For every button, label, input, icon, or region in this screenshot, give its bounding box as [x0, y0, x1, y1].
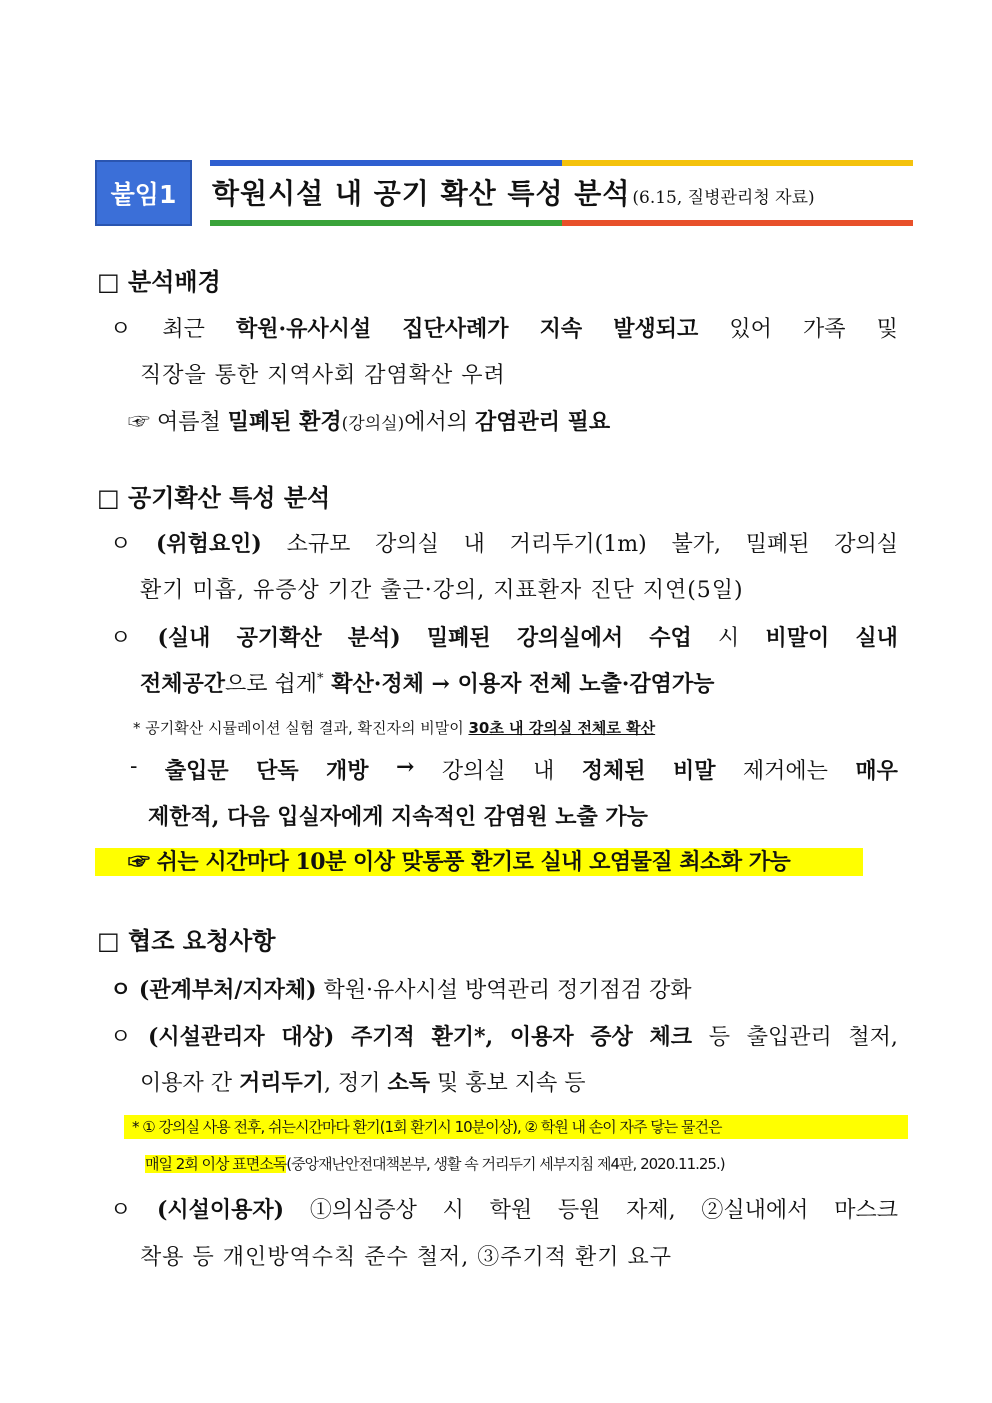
request-line-1: ㅇ (관계부처/지자체) 학원·유사시설 방역관리 정기점검 강화	[110, 977, 692, 1003]
request-footnote-1: * ① 강의실 사용 전후, 쉬는시간마다 환기(1회 환기시 10분이상), ② 학원 내 손이 자주 닿는 물건은	[124, 1115, 908, 1139]
request-line-4: ㅇ (시설이용자) ①의심증상 시 학원 등원 자제, ②실내에서 마스크	[110, 1197, 898, 1223]
section-heading-request: □ 협조 요청사항	[97, 927, 276, 955]
background-line-1: ㅇ 최근 학원·유사시설 집단사례가 지속 발생되고 있어 가족 및	[110, 312, 898, 343]
background-line-3: ☞ 여름철 밀폐된 환경(강의실)에서의 감염관리 필요	[128, 409, 611, 435]
title-bar	[210, 160, 913, 226]
request-footnote-2: 매일 2회 이상 표면소독(중앙재난안전대책본부, 생활 속 거리두기 세부지침 제4판, 2020.11.25.)	[145, 1155, 725, 1173]
bullet: ㅇ	[110, 317, 132, 342]
section-heading-background: □ 분석배경	[97, 268, 221, 296]
analysis-footnote: * 공기확산 시뮬레이션 실험 결과, 확진자의 비말이 30초 내 강의실 전체로 확산	[133, 719, 656, 737]
page-title	[212, 172, 815, 214]
analysis-line-2: 환기 미흡, 유증상 기간 출근·강의, 지표환자 진단 지연(5일)	[140, 578, 744, 603]
request-line-5: 착용 등 개인방역수칙 준수 철저, ③주기적 환기 요구	[140, 1245, 672, 1270]
bar-yellow	[562, 160, 913, 166]
analysis-line-5: - 출입문 단독 개방 → 강의실 내 정체된 비말 제거에는 매우	[130, 754, 898, 784]
title-main: 학원시설 내 공기 확산 특성 분석	[212, 177, 631, 210]
analysis-line-4: 전체공간으로 쉽게* 확산·정체 → 이용자 전체 노출·감염가능	[140, 671, 715, 697]
analysis-line-6: 제한적, 다음 입실자에게 지속적인 감염원 노출 가능	[148, 804, 648, 830]
bar-orange	[562, 220, 913, 226]
analysis-line-3: ㅇ (실내 공기확산 분석) 밀폐된 강의실에서 수업 시 비말이 실내	[110, 625, 898, 651]
background-line-2: 직장을 통한 지역사회 감염확산 우려	[140, 363, 506, 388]
bar-blue	[210, 160, 562, 166]
title-source: (6.15, 질병관리청 자료)	[632, 188, 815, 208]
request-line-3: 이용자 간 거리두기, 정기 소독 및 홍보 지속 등	[140, 1070, 586, 1096]
attachment-badge: 붙임1	[95, 160, 192, 226]
highlight-recommendation: ☞ 쉬는 시간마다 10분 이상 맞통풍 환기로 실내 오염물질 최소화 가능	[95, 848, 863, 876]
request-line-2: ㅇ (시설관리자 대상) 주기적 환기*, 이용자 증상 체크 등 출입관리 철저,	[110, 1024, 898, 1050]
bar-green	[210, 220, 562, 226]
analysis-line-1: ㅇ (위험요인) 소규모 강의실 내 거리두기(1m) 불가, 밀폐된 강의실	[110, 531, 898, 557]
section-heading-analysis: □ 공기확산 특성 분석	[97, 484, 331, 512]
